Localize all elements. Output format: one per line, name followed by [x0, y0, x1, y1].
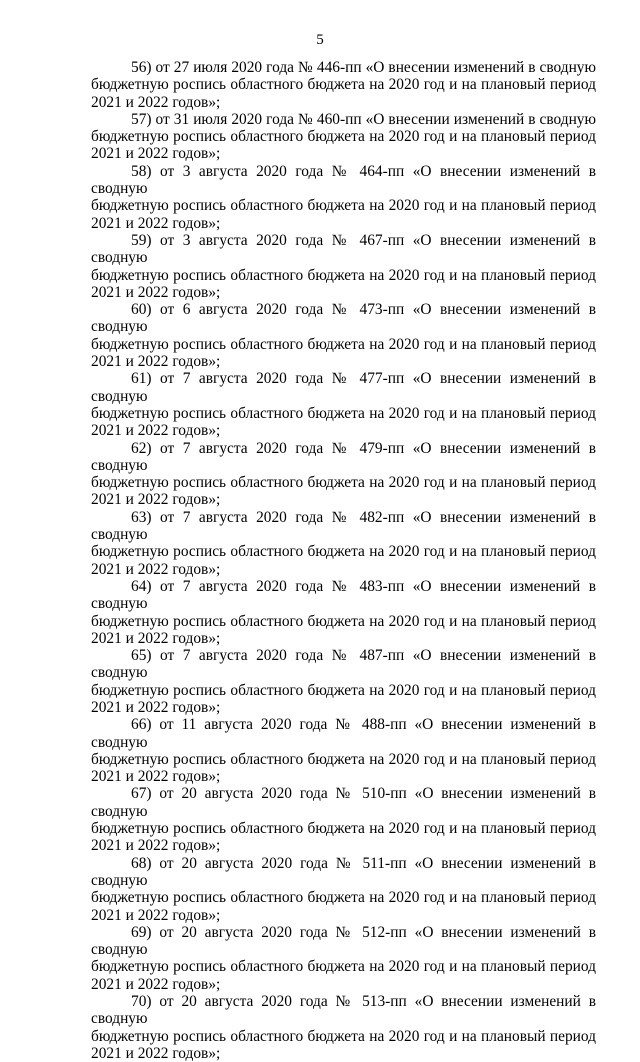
item-line-3: 2021 и 2022 годов»; — [91, 629, 221, 647]
list-item — [91, 785, 596, 854]
list-item — [91, 647, 596, 716]
page-number: 5 — [316, 32, 324, 48]
item-line-1: 65) от 7 августа 2020 года № 487-пп «О внесении изменений в сводную — [91, 647, 596, 682]
item-line-1: 67) от 20 августа 2020 года № 510-пп «О внесении изменений в сводную — [91, 785, 596, 820]
item-line-1: 70) от 20 августа 2020 года № 513-пп «О внесении изменений в сводную — [91, 993, 596, 1028]
resolution-list — [91, 59, 596, 1062]
item-line-2: бюджетную роспись областного бюджета на 2020 год и на плановый период — [91, 76, 596, 94]
list-item — [91, 578, 596, 647]
list-item — [91, 370, 596, 439]
list-item — [91, 301, 596, 370]
list-item — [91, 59, 596, 111]
item-line-1: 62) от 7 августа 2020 года № 479-пп «О внесении изменений в сводную — [91, 439, 596, 474]
list-item — [91, 993, 596, 1062]
item-line-1: 57) от 31 июля 2020 года № 460-пп «О внесении изменений в сводную — [131, 110, 596, 128]
item-line-2: бюджетную роспись областного бюджета на 2020 год и на плановый период — [91, 128, 596, 146]
item-line-3: 2021 и 2022 годов»; — [91, 283, 221, 301]
item-line-3: 2021 и 2022 годов»; — [91, 491, 221, 509]
list-item — [91, 855, 596, 924]
item-line-3: 2021 и 2022 годов»; — [91, 975, 221, 993]
item-line-2: бюджетную роспись областного бюджета на 2020 год и на плановый период — [91, 958, 596, 976]
item-line-1: 56) от 27 июля 2020 года № 446-пп «О внесении изменений в сводную — [131, 59, 596, 76]
item-line-1: 58) от 3 августа 2020 года № 464-пп «О внесении изменений в сводную — [91, 162, 596, 198]
item-line-2: бюджетную роспись областного бюджета на 2020 год и на плановый период — [91, 543, 596, 561]
item-line-3: 2021 и 2022 годов»; — [91, 422, 221, 440]
item-line-2: бюджетную роспись областного бюджета на 2020 год и на плановый период — [91, 1027, 596, 1045]
item-line-2: бюджетную роспись областного бюджета на 2020 год и на плановый период — [91, 889, 596, 907]
item-line-1: 60) от 6 августа 2020 года № 473-пп «О внесении изменений в сводную — [91, 301, 596, 336]
item-line-1: 66) от 11 августа 2020 года № 488-пп «О внесении изменений в сводную — [91, 716, 596, 751]
item-line-3: 2021 и 2022 годов»; — [91, 1044, 221, 1062]
item-line-2: бюджетную роспись областного бюджета на 2020 год и на плановый период — [91, 266, 596, 284]
item-line-3: 2021 и 2022 годов»; — [91, 145, 221, 163]
item-line-2: бюджетную роспись областного бюджета на 2020 год и на плановый период — [91, 404, 596, 422]
item-line-1: 64) от 7 августа 2020 года № 483-пп «О внесении изменений в сводную — [91, 577, 596, 613]
list-item — [91, 111, 596, 163]
item-line-2: бюджетную роспись областного бюджета на 2020 год и на плановый период — [91, 612, 596, 630]
item-line-3: 2021 и 2022 годов»; — [91, 698, 221, 716]
item-line-2: бюджетную роспись областного бюджета на 2020 год и на плановый период — [91, 681, 596, 699]
list-item — [91, 924, 596, 993]
item-line-2: бюджетную роспись областного бюджета на 2020 год и на плановый период — [91, 197, 596, 215]
item-line-3: 2021 и 2022 годов»; — [91, 560, 221, 578]
item-line-1: 68) от 20 августа 2020 года № 511-пп «О внесении изменений в сводную — [91, 854, 596, 889]
list-item — [91, 163, 596, 232]
item-line-1: 63) от 7 августа 2020 года № 482-пп «О внесении изменений в сводную — [91, 508, 596, 544]
item-line-3: 2021 и 2022 годов»; — [91, 93, 221, 111]
item-line-1: 59) от 3 августа 2020 года № 467-пп «О внесении изменений в сводную — [91, 231, 596, 267]
item-line-3: 2021 и 2022 годов»; — [91, 214, 221, 232]
item-line-2: бюджетную роспись областного бюджета на 2020 год и на плановый период — [91, 474, 596, 492]
list-item — [91, 509, 596, 578]
list-item — [91, 232, 596, 301]
item-line-3: 2021 и 2022 годов»; — [91, 353, 221, 371]
item-line-2: бюджетную роспись областного бюджета на 2020 год и на плановый период — [91, 335, 596, 353]
item-line-1: 61) от 7 августа 2020 года № 477-пп «О внесении изменений в сводную — [91, 370, 596, 405]
list-item — [91, 440, 596, 509]
item-line-2: бюджетную роспись областного бюджета на 2020 год и на плановый период — [91, 820, 596, 838]
item-line-2: бюджетную роспись областного бюджета на 2020 год и на плановый период — [91, 750, 596, 768]
item-line-3: 2021 и 2022 годов»; — [91, 906, 221, 924]
item-line-3: 2021 и 2022 годов»; — [91, 768, 221, 786]
item-line-3: 2021 и 2022 годов»; — [91, 837, 221, 855]
list-item — [91, 716, 596, 785]
item-line-1: 69) от 20 августа 2020 года № 512-пп «О внесении изменений в сводную — [91, 923, 596, 959]
